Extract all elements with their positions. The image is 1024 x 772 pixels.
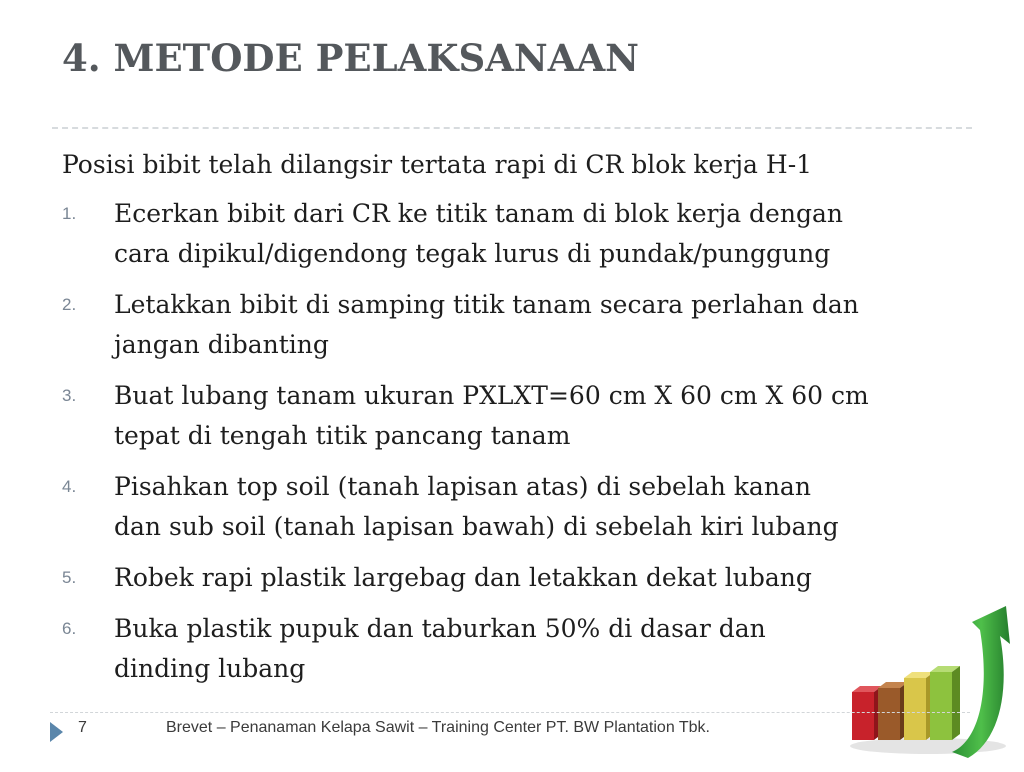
list-item-line: jangan dibanting [114,330,329,359]
footer-divider [50,712,970,713]
slide-content [62,146,972,700]
list-item-line: dinding lubang [114,654,306,683]
list-item [62,558,972,598]
intro-text: Posisi bibit telah dilangsir tertata rapi di CR blok kerja H-1 [62,150,813,179]
title-divider [52,127,972,129]
list-item-line: Buat lubang tanam ukuran PXLXT=60 cm X 60 cm X 60 cm [114,381,869,410]
list-item [62,285,972,365]
list-item-line: Ecerkan bibit dari CR ke titik tanam di blok kerja dengan [114,199,843,228]
footer-text: Brevet – Penanaman Kelapa Sawit – Training Center PT. BW Plantation Tbk. [166,719,710,736]
list-item [62,467,972,547]
growth-bar-chart-icon [840,600,1024,772]
list-item-number: 2. [62,295,77,314]
list-item [62,376,972,456]
list-item-line: Pisahkan top soil (tanah lapisan atas) di sebelah kanan [114,472,811,501]
list-item-number: 4. [62,477,77,496]
list-item-number: 5. [62,568,77,587]
list-item-line: Robek rapi plastik largebag dan letakkan dekat lubang [114,563,812,592]
list-item [62,609,972,689]
list-item [62,194,972,274]
list-item-line: dan sub soil (tanah lapisan bawah) di sebelah kiri lubang [114,512,839,541]
footer-arrow-icon [50,722,63,742]
list-item-line: cara dipikul/digendong tegak lurus di pundak/punggung [114,239,831,268]
list-item-number: 1. [62,204,77,223]
steps-list [62,194,972,689]
list-item-number: 6. [62,619,77,638]
list-item-line: tepat di tengah titik pancang tanam [114,421,571,450]
list-item-number: 3. [62,386,77,405]
page-number: 7 [78,719,87,736]
list-item-line: Letakkan bibit di samping titik tanam secara perlahan dan [114,290,859,319]
slide-title: 4. METODE PELAKSANAAN [62,36,639,80]
list-item-line: Buka plastik pupuk dan taburkan 50% di dasar dan [114,614,766,643]
